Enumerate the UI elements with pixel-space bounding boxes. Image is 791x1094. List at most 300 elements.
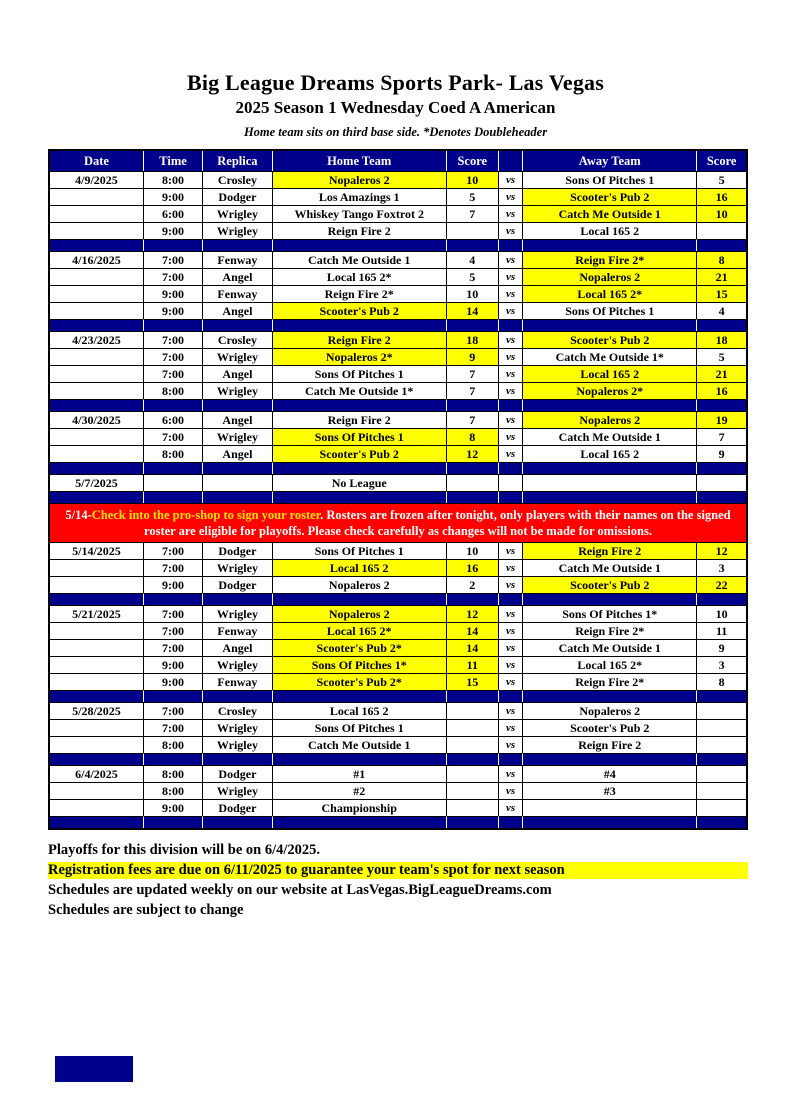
home-score-cell: 12 <box>447 445 499 462</box>
game-row <box>50 222 746 239</box>
footer-line-2: Registration fees are due on 6/11/2025 to guarantee your team's spot for next season <box>48 862 748 879</box>
replica-cell: Angel <box>203 365 273 382</box>
time-cell: 9:00 <box>144 673 203 690</box>
vs-cell: vs <box>499 222 523 239</box>
game-row <box>50 639 746 656</box>
vs-cell: vs <box>499 331 523 348</box>
separator-cell <box>499 593 523 605</box>
game-row <box>50 268 746 285</box>
date-cell <box>50 302 144 319</box>
time-cell: 6:00 <box>144 411 203 428</box>
time-cell: 7:00 <box>144 251 203 268</box>
date-cell: 4/9/2025 <box>50 171 144 188</box>
game-row <box>50 382 746 399</box>
game-row <box>50 445 746 462</box>
separator-cell <box>144 593 203 605</box>
home-score-cell: 4 <box>447 251 499 268</box>
date-cell <box>50 188 144 205</box>
vs-cell: vs <box>499 576 523 593</box>
separator-cell <box>447 462 499 474</box>
home-team-cell: Whiskey Tango Foxtrot 2 <box>273 205 447 222</box>
separator-cell <box>144 690 203 702</box>
replica-cell: Fenway <box>203 622 273 639</box>
home-score-cell: 18 <box>447 331 499 348</box>
separator-cell <box>523 319 697 331</box>
header-row <box>50 151 746 171</box>
vs-cell: vs <box>499 428 523 445</box>
vs-cell: vs <box>499 639 523 656</box>
home-score-cell: 12 <box>447 605 499 622</box>
time-cell: 8:00 <box>144 736 203 753</box>
vs-cell: vs <box>499 702 523 719</box>
separator-cell <box>499 753 523 765</box>
col-header-replica-2: Replica <box>203 151 273 171</box>
date-cell <box>50 268 144 285</box>
home-team-cell: Championship <box>273 799 447 816</box>
home-team-cell: Sons Of Pitches 1 <box>273 365 447 382</box>
separator-cell <box>697 593 746 605</box>
separator-cell <box>273 753 447 765</box>
away-score-cell: 7 <box>697 428 746 445</box>
time-cell: 8:00 <box>144 171 203 188</box>
replica-cell <box>203 474 273 491</box>
date-cell: 6/4/2025 <box>50 765 144 782</box>
date-cell <box>50 285 144 302</box>
separator-cell <box>144 399 203 411</box>
away-team-cell: Nopaleros 2 <box>523 702 697 719</box>
replica-cell: Wrigley <box>203 348 273 365</box>
away-team-cell: #3 <box>523 782 697 799</box>
away-score-cell <box>697 222 746 239</box>
game-row <box>50 285 746 302</box>
replica-cell: Wrigley <box>203 382 273 399</box>
replica-cell: Fenway <box>203 251 273 268</box>
date-cell <box>50 736 144 753</box>
time-cell: 8:00 <box>144 782 203 799</box>
time-cell <box>144 474 203 491</box>
game-row <box>50 188 746 205</box>
vs-cell: vs <box>499 605 523 622</box>
away-team-cell: Local 165 2 <box>523 445 697 462</box>
home-team-cell: #2 <box>273 782 447 799</box>
replica-cell: Wrigley <box>203 205 273 222</box>
vs-cell: vs <box>499 622 523 639</box>
separator-cell <box>523 399 697 411</box>
time-cell: 8:00 <box>144 765 203 782</box>
vs-cell: vs <box>499 656 523 673</box>
time-cell: 7:00 <box>144 559 203 576</box>
replica-cell: Fenway <box>203 285 273 302</box>
separator-cell <box>50 462 144 474</box>
home-team-cell: Nopaleros 2 <box>273 605 447 622</box>
vs-cell: vs <box>499 673 523 690</box>
home-score-cell <box>447 782 499 799</box>
away-score-cell: 16 <box>697 382 746 399</box>
schedule-table-header <box>50 151 746 171</box>
home-score-cell: 8 <box>447 428 499 445</box>
separator-cell <box>50 816 144 828</box>
time-cell: 9:00 <box>144 656 203 673</box>
col-header-score-7: Score <box>697 151 746 171</box>
separator-cell <box>447 816 499 828</box>
home-team-cell: Reign Fire 2 <box>273 222 447 239</box>
home-score-cell <box>447 702 499 719</box>
away-team-cell: #4 <box>523 765 697 782</box>
vs-cell: vs <box>499 411 523 428</box>
vs-cell: vs <box>499 719 523 736</box>
game-row <box>50 605 746 622</box>
vs-cell: vs <box>499 382 523 399</box>
home-score-cell: 16 <box>447 559 499 576</box>
vs-cell: vs <box>499 285 523 302</box>
away-score-cell <box>697 702 746 719</box>
home-team-cell: #1 <box>273 765 447 782</box>
separator-cell <box>499 491 523 503</box>
home-score-cell: 11 <box>447 656 499 673</box>
game-row <box>50 302 746 319</box>
away-team-cell: Scooter's Pub 2 <box>523 188 697 205</box>
col-header-score-4: Score <box>447 151 499 171</box>
away-team-cell: Local 165 2* <box>523 285 697 302</box>
separator-cell <box>144 816 203 828</box>
separator-cell <box>499 319 523 331</box>
separator-cell <box>697 491 746 503</box>
vs-cell: vs <box>499 188 523 205</box>
separator-row <box>50 690 746 702</box>
home-team-cell: Local 165 2 <box>273 702 447 719</box>
date-cell <box>50 576 144 593</box>
date-cell <box>50 382 144 399</box>
separator-cell <box>273 593 447 605</box>
away-score-cell: 21 <box>697 268 746 285</box>
banner-highlight: Check into the pro-shop to sign your roster <box>91 508 321 522</box>
away-team-cell: Sons Of Pitches 1* <box>523 605 697 622</box>
date-cell <box>50 205 144 222</box>
home-score-cell <box>447 765 499 782</box>
home-score-cell: 10 <box>447 542 499 559</box>
separator-cell <box>447 753 499 765</box>
separator-cell <box>447 399 499 411</box>
time-cell: 9:00 <box>144 222 203 239</box>
home-team-cell: Scooter's Pub 2 <box>273 445 447 462</box>
separator-cell <box>273 462 447 474</box>
separator-cell <box>144 239 203 251</box>
vs-cell: vs <box>499 782 523 799</box>
away-team-cell: Local 165 2 <box>523 222 697 239</box>
vs-cell: vs <box>499 799 523 816</box>
game-row <box>50 559 746 576</box>
separator-cell <box>144 462 203 474</box>
away-score-cell: 10 <box>697 605 746 622</box>
game-row <box>50 331 746 348</box>
replica-cell: Wrigley <box>203 559 273 576</box>
game-row <box>50 251 746 268</box>
separator-cell <box>50 753 144 765</box>
time-cell: 7:00 <box>144 428 203 445</box>
game-row <box>50 576 746 593</box>
time-cell: 9:00 <box>144 302 203 319</box>
away-team-cell: Local 165 2* <box>523 656 697 673</box>
date-cell <box>50 348 144 365</box>
separator-cell <box>499 462 523 474</box>
replica-cell: Wrigley <box>203 736 273 753</box>
separator-cell <box>447 319 499 331</box>
away-team-cell: Sons Of Pitches 1 <box>523 171 697 188</box>
separator-row <box>50 399 746 411</box>
separator-cell <box>523 690 697 702</box>
separator-cell <box>447 593 499 605</box>
separator-cell <box>203 816 273 828</box>
separator-cell <box>273 239 447 251</box>
home-score-cell <box>447 474 499 491</box>
replica-cell: Angel <box>203 639 273 656</box>
separator-row <box>50 462 746 474</box>
separator-cell <box>203 399 273 411</box>
separator-row <box>50 319 746 331</box>
game-row <box>50 171 746 188</box>
home-team-note: Home team sits on third base side. *Denotes Doubleheader <box>243 125 548 139</box>
away-score-cell <box>697 474 746 491</box>
away-score-cell: 19 <box>697 411 746 428</box>
separator-cell <box>203 491 273 503</box>
vs-cell: vs <box>499 736 523 753</box>
replica-cell: Dodger <box>203 188 273 205</box>
away-team-cell: Scooter's Pub 2 <box>523 719 697 736</box>
home-score-cell <box>447 222 499 239</box>
separator-cell <box>697 239 746 251</box>
away-team-cell <box>523 474 697 491</box>
away-score-cell: 5 <box>697 171 746 188</box>
separator-cell <box>697 690 746 702</box>
away-team-cell: Sons Of Pitches 1 <box>523 302 697 319</box>
separator-row <box>50 491 746 503</box>
vs-cell: vs <box>499 445 523 462</box>
game-row <box>50 765 746 782</box>
separator-cell <box>144 319 203 331</box>
away-score-cell: 9 <box>697 445 746 462</box>
separator-cell <box>523 593 697 605</box>
game-row <box>50 411 746 428</box>
game-row <box>50 799 746 816</box>
game-row <box>50 365 746 382</box>
home-team-cell: Reign Fire 2 <box>273 411 447 428</box>
replica-cell: Wrigley <box>203 222 273 239</box>
time-cell: 7:00 <box>144 622 203 639</box>
schedule-table <box>48 149 748 830</box>
date-cell: 5/14/2025 <box>50 542 144 559</box>
away-score-cell <box>697 765 746 782</box>
separator-cell <box>203 239 273 251</box>
away-team-cell: Reign Fire 2* <box>523 251 697 268</box>
no-league-label: No League <box>273 474 447 491</box>
home-team-cell: Catch Me Outside 1 <box>273 251 447 268</box>
away-team-cell: Catch Me Outside 1 <box>523 639 697 656</box>
separator-cell <box>203 690 273 702</box>
separator-cell <box>144 491 203 503</box>
game-row <box>50 205 746 222</box>
footer-line-3: Schedules are updated weekly on our website at LasVegas.BigLeagueDreams.com <box>48 882 552 898</box>
game-row <box>50 782 746 799</box>
replica-cell: Crosley <box>203 171 273 188</box>
col-header-vs-spacer <box>499 151 523 171</box>
bottom-blue-box <box>55 1056 133 1082</box>
away-score-cell <box>697 782 746 799</box>
vs-cell <box>499 474 523 491</box>
date-cell: 5/7/2025 <box>50 474 144 491</box>
replica-cell: Dodger <box>203 576 273 593</box>
game-row <box>50 348 746 365</box>
replica-cell: Wrigley <box>203 605 273 622</box>
home-score-cell: 5 <box>447 268 499 285</box>
away-team-cell: Catch Me Outside 1 <box>523 205 697 222</box>
home-team-cell: Scooter's Pub 2* <box>273 673 447 690</box>
away-score-cell: 4 <box>697 302 746 319</box>
time-cell: 6:00 <box>144 205 203 222</box>
date-cell: 4/30/2025 <box>50 411 144 428</box>
away-score-cell: 15 <box>697 285 746 302</box>
home-team-cell: Local 165 2 <box>273 559 447 576</box>
replica-cell: Wrigley <box>203 656 273 673</box>
vs-cell: vs <box>499 542 523 559</box>
home-team-cell: Nopaleros 2 <box>273 576 447 593</box>
footer-notes <box>48 842 748 919</box>
game-row <box>50 702 746 719</box>
date-cell <box>50 719 144 736</box>
vs-cell: vs <box>499 268 523 285</box>
home-score-cell <box>447 736 499 753</box>
footer-line-1: Playoffs for this division will be on 6/4/2025. <box>48 842 321 858</box>
home-score-cell: 14 <box>447 302 499 319</box>
col-header-date-0: Date <box>50 151 144 171</box>
home-team-cell: Scooter's Pub 2* <box>273 639 447 656</box>
time-cell: 7:00 <box>144 702 203 719</box>
home-team-cell: Sons Of Pitches 1 <box>273 719 447 736</box>
date-cell <box>50 656 144 673</box>
page-title: Big League Dreams Sports Park- Las Vegas <box>186 70 605 95</box>
date-cell: 4/16/2025 <box>50 251 144 268</box>
away-score-cell <box>697 799 746 816</box>
separator-cell <box>203 753 273 765</box>
date-cell <box>50 365 144 382</box>
separator-cell <box>523 462 697 474</box>
date-cell <box>50 559 144 576</box>
away-score-cell: 5 <box>697 348 746 365</box>
schedule-table-body <box>50 171 746 828</box>
separator-cell <box>50 399 144 411</box>
game-row <box>50 622 746 639</box>
home-score-cell: 2 <box>447 576 499 593</box>
time-cell: 7:00 <box>144 348 203 365</box>
time-cell: 7:00 <box>144 639 203 656</box>
away-team-cell: Scooter's Pub 2 <box>523 576 697 593</box>
home-team-cell: Reign Fire 2* <box>273 285 447 302</box>
home-team-cell: Los Amazings 1 <box>273 188 447 205</box>
separator-row <box>50 753 746 765</box>
footer-line-4: Schedules are subject to change <box>48 902 244 918</box>
time-cell: 9:00 <box>144 799 203 816</box>
time-cell: 7:00 <box>144 365 203 382</box>
separator-cell <box>523 816 697 828</box>
home-team-cell: Nopaleros 2* <box>273 348 447 365</box>
separator-cell <box>697 399 746 411</box>
separator-cell <box>273 690 447 702</box>
col-header-away-team-6: Away Team <box>523 151 697 171</box>
home-team-cell: Reign Fire 2 <box>273 331 447 348</box>
replica-cell: Dodger <box>203 765 273 782</box>
separator-cell <box>447 491 499 503</box>
separator-row <box>50 593 746 605</box>
home-score-cell: 5 <box>447 188 499 205</box>
away-team-cell: Reign Fire 2 <box>523 542 697 559</box>
separator-cell <box>499 399 523 411</box>
separator-cell <box>203 319 273 331</box>
game-row <box>50 542 746 559</box>
home-team-cell: Nopaleros 2 <box>273 171 447 188</box>
separator-cell <box>273 816 447 828</box>
separator-row <box>50 239 746 251</box>
time-cell: 7:00 <box>144 605 203 622</box>
home-score-cell: 9 <box>447 348 499 365</box>
separator-cell <box>50 690 144 702</box>
date-cell: 4/23/2025 <box>50 331 144 348</box>
home-score-cell: 14 <box>447 639 499 656</box>
game-row <box>50 736 746 753</box>
separator-cell <box>499 690 523 702</box>
away-score-cell: 8 <box>697 673 746 690</box>
replica-cell: Angel <box>203 302 273 319</box>
separator-cell <box>697 319 746 331</box>
date-cell <box>50 222 144 239</box>
away-team-cell: Reign Fire 2 <box>523 736 697 753</box>
away-score-cell: 12 <box>697 542 746 559</box>
separator-cell <box>203 593 273 605</box>
time-cell: 7:00 <box>144 719 203 736</box>
replica-cell: Wrigley <box>203 719 273 736</box>
away-team-cell: Local 165 2 <box>523 365 697 382</box>
page-subtitle: 2025 Season 1 Wednesday Coed A American <box>235 98 556 117</box>
away-score-cell: 8 <box>697 251 746 268</box>
home-score-cell: 7 <box>447 205 499 222</box>
home-score-cell: 7 <box>447 365 499 382</box>
banner-rest: . Rosters are frozen after tonight, only players with their names on the signed roster are eligible for playoffs. Please check carefully as changes will not be made for omissions. <box>144 508 731 538</box>
home-team-cell: Local 165 2* <box>273 622 447 639</box>
separator-cell <box>203 462 273 474</box>
replica-cell: Dodger <box>203 799 273 816</box>
replica-cell: Wrigley <box>203 428 273 445</box>
home-score-cell: 7 <box>447 411 499 428</box>
no-league-row <box>50 474 746 491</box>
home-team-cell: Sons Of Pitches 1 <box>273 428 447 445</box>
away-score-cell: 3 <box>697 559 746 576</box>
separator-cell <box>697 462 746 474</box>
separator-cell <box>499 816 523 828</box>
away-team-cell: Scooter's Pub 2 <box>523 331 697 348</box>
game-row <box>50 428 746 445</box>
time-cell: 9:00 <box>144 576 203 593</box>
away-score-cell: 11 <box>697 622 746 639</box>
time-cell: 9:00 <box>144 188 203 205</box>
date-cell <box>50 428 144 445</box>
separator-cell <box>499 239 523 251</box>
replica-cell: Crosley <box>203 702 273 719</box>
separator-cell <box>273 319 447 331</box>
time-cell: 8:00 <box>144 445 203 462</box>
away-score-cell <box>697 719 746 736</box>
roster-banner-row <box>50 503 746 542</box>
vs-cell: vs <box>499 251 523 268</box>
away-team-cell: Reign Fire 2* <box>523 673 697 690</box>
date-cell <box>50 639 144 656</box>
